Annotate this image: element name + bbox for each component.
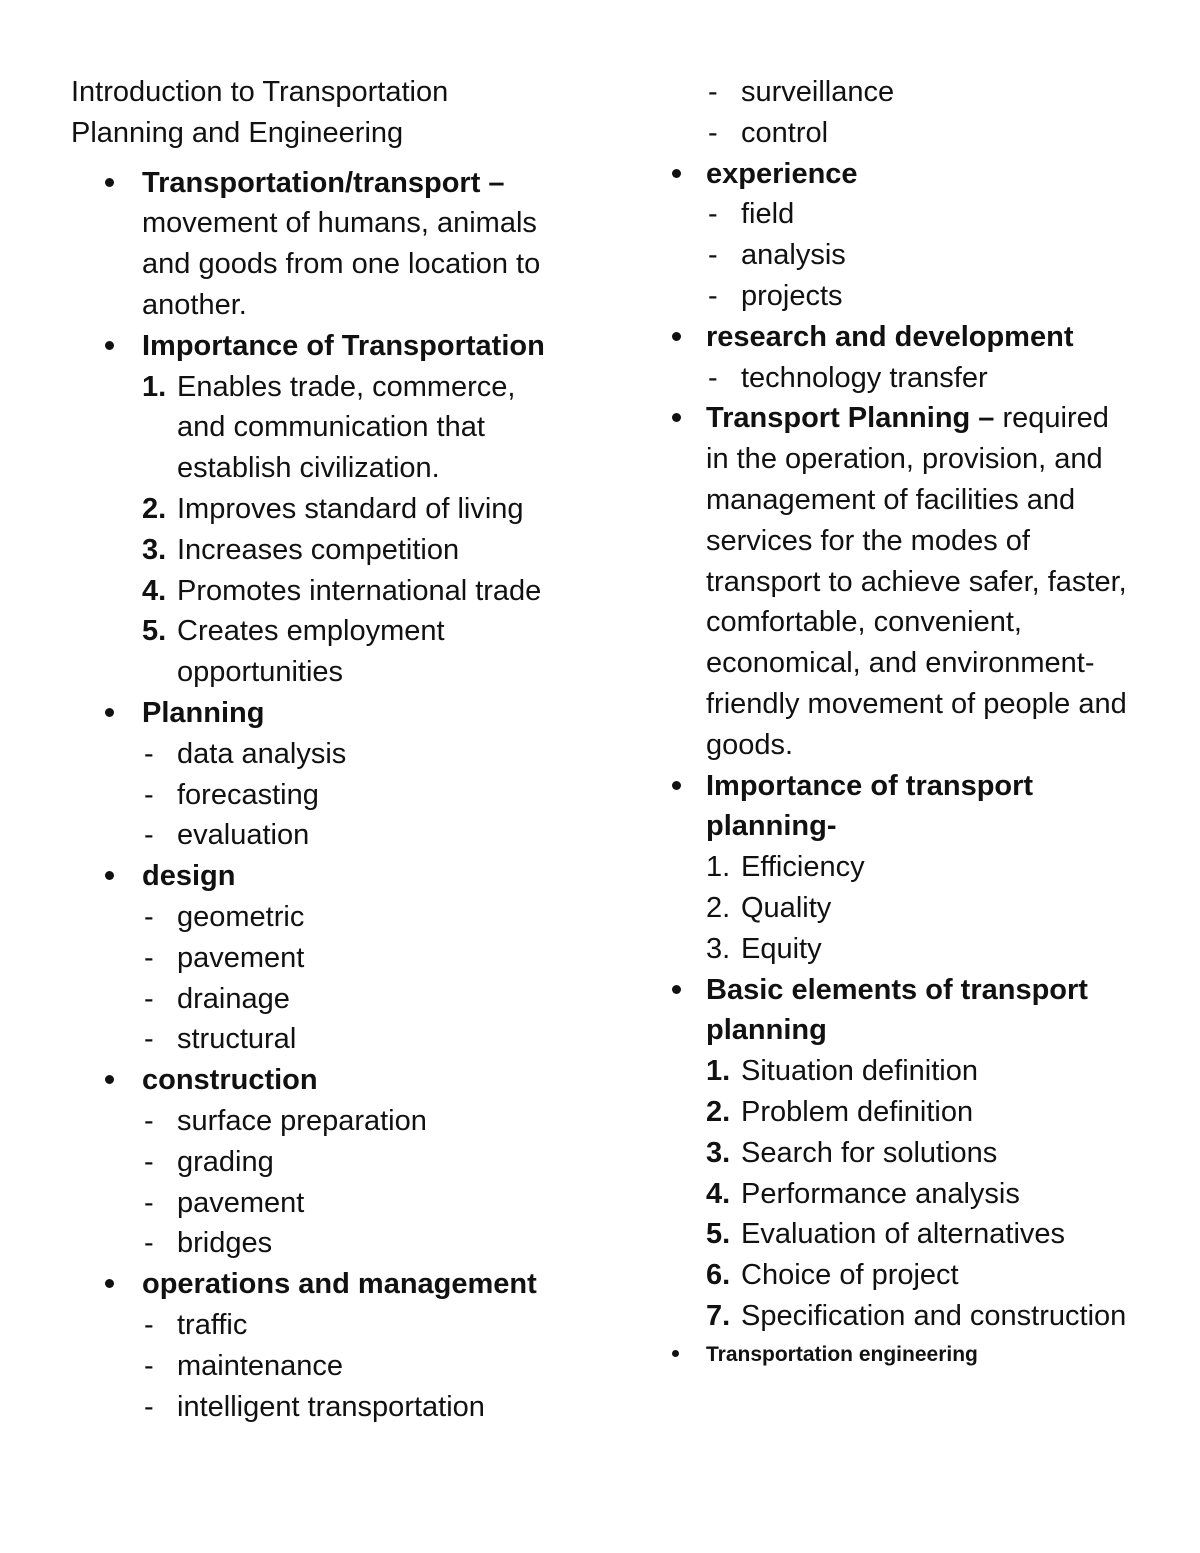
item-text: Promotes international trade (177, 574, 542, 607)
basic-element-item (668, 1214, 1138, 1255)
basic-element-item (668, 1255, 1138, 1296)
document-title: Introduction to Transportation Planning and Engineering (71, 76, 449, 149)
item-number: 5. (142, 615, 167, 648)
construction-item: - grading (71, 1142, 551, 1183)
importance-heading: Importance of Transportation (71, 326, 551, 367)
item-number: 2. (706, 1095, 731, 1128)
basic-element-item (668, 1051, 1138, 1092)
research-heading: research and development (668, 317, 1138, 358)
experience-heading: experience (668, 154, 1138, 195)
item-number: 4. (706, 1177, 731, 1210)
item-text: Increases competition (177, 533, 460, 566)
right-column (668, 72, 1138, 1373)
basic-elements-heading: Basic elements of transport planning (668, 970, 1138, 1052)
item-text: Creates employment opportunities (177, 615, 445, 689)
item-text: Problem definition (741, 1095, 974, 1128)
item-text: Enables trade, commerce, and communication that establish civilization. (177, 370, 516, 485)
operations-item: - surveillance (668, 72, 1138, 113)
item-text: Evaluation of alternatives (741, 1218, 1066, 1251)
operations-heading: operations and management (71, 1264, 551, 1305)
item-number: 1. (706, 851, 731, 884)
item-number: 4. (142, 574, 167, 607)
importance-item (71, 489, 551, 530)
design-item: - drainage (71, 979, 551, 1020)
item-number: 3. (706, 1136, 731, 1169)
planning-item: - evaluation (71, 815, 551, 856)
importance-item (71, 611, 551, 693)
basic-element-item (668, 1133, 1138, 1174)
importance-planning-item (668, 847, 1138, 888)
importance-item (71, 571, 551, 612)
transport-planning-definition-text: required in the operation, provision, and management of facilities and services for the modes of transport to achieve safer, faster, comfortable, convenient, economical, and environment-friendly movement of people and goods. (706, 402, 1127, 761)
item-text: Search for solutions (741, 1136, 998, 1169)
item-text: Performance analysis (741, 1177, 1020, 1210)
item-number: 6. (706, 1259, 731, 1292)
construction-item: - pavement (71, 1183, 551, 1224)
operations-item: - control (668, 113, 1138, 154)
item-text: Equity (741, 932, 822, 965)
item-number: 2. (142, 492, 167, 525)
experience-item: - analysis (668, 235, 1138, 276)
planning-heading: Planning (71, 693, 551, 734)
item-number: 1. (706, 1055, 731, 1088)
item-text: Choice of project (741, 1259, 959, 1292)
transportation-definition (71, 163, 551, 326)
left-column (71, 72, 551, 1427)
transportation-term: Transportation/transport – (142, 166, 505, 199)
item-text: Specification and construction (741, 1299, 1127, 1332)
design-item: - geometric (71, 897, 551, 938)
design-item: - pavement (71, 938, 551, 979)
operations-item: - intelligent transportation (71, 1387, 551, 1428)
design-item: - structural (71, 1019, 551, 1060)
basic-element-item (668, 1296, 1138, 1337)
construction-item: - surface preparation (71, 1101, 551, 1142)
importance-planning-heading: Importance of transport planning- (668, 766, 1138, 848)
importance-item (71, 367, 551, 489)
experience-item: - field (668, 194, 1138, 235)
item-number: 5. (706, 1218, 731, 1251)
planning-item: - forecasting (71, 775, 551, 816)
importance-planning-item (668, 888, 1138, 929)
planning-item: - data analysis (71, 734, 551, 775)
construction-heading: construction (71, 1060, 551, 1101)
item-number: 7. (706, 1299, 731, 1332)
transport-planning-term: Transport Planning – (706, 402, 995, 435)
item-number: 1. (142, 370, 167, 403)
transportation-definition-text: movement of humans, animals and goods from one location to another. (142, 207, 541, 321)
experience-item: - projects (668, 276, 1138, 317)
item-number: 3. (706, 932, 731, 965)
item-text: Quality (741, 891, 832, 924)
design-heading: design (71, 856, 551, 897)
importance-planning-item (668, 929, 1138, 970)
importance-item (71, 530, 551, 571)
item-text: Situation definition (741, 1055, 978, 1088)
operations-item: - traffic (71, 1305, 551, 1346)
item-number: 3. (142, 533, 167, 566)
item-text: Improves standard of living (177, 492, 524, 525)
basic-element-item (668, 1174, 1138, 1215)
engineering-heading: Transportation engineering (668, 1337, 1138, 1373)
item-number: 2. (706, 891, 731, 924)
transport-planning-definition (668, 398, 1138, 765)
construction-item: - bridges (71, 1223, 551, 1264)
research-item: - technology transfer (668, 358, 1138, 399)
basic-element-item (668, 1092, 1138, 1133)
item-text: Efficiency (741, 851, 865, 884)
operations-item: - maintenance (71, 1346, 551, 1387)
